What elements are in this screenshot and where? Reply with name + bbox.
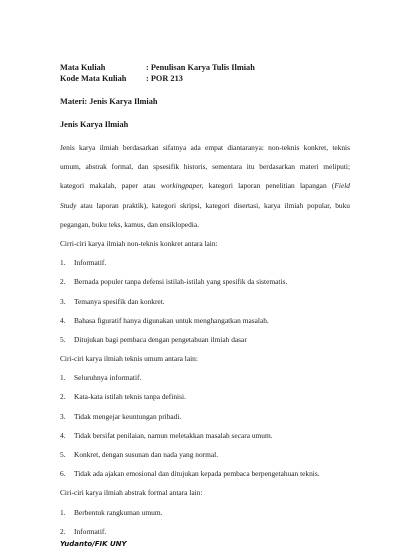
list-section-abstrak-formal bbox=[60, 483, 350, 541]
section-title: Jenis Karya Ilmiah bbox=[60, 120, 129, 129]
ordered-list bbox=[60, 368, 350, 483]
ordered-list bbox=[60, 503, 350, 541]
list-item: 2. Kata-kata istilah teknis tanpa definisi. bbox=[60, 392, 186, 402]
list-item: 3. Tidak mengejar keuntungan pribadi. bbox=[60, 411, 182, 421]
list-item: 5. Ditujukan bagi pembaca dengan pengetahuan ilmiah dasar bbox=[60, 334, 247, 344]
list-item: 1. Berbentuk rangkuman umum. bbox=[60, 507, 163, 517]
intro-line: kategori makalah, paper atau workingpaper, kategori laporan penelitian lapangan (Field bbox=[60, 181, 350, 191]
intro-line: pegangan, buku teks, kamus, dan ensiklopedia. bbox=[60, 219, 199, 229]
ordered-list bbox=[60, 253, 350, 349]
list-section-nonteknis bbox=[60, 234, 350, 349]
list-item: 4. Tidak bersifat penilaian, namun meletakkan masalah secara umum. bbox=[60, 430, 273, 440]
course-row bbox=[60, 62, 350, 73]
intro-line: Jenis karya ilmiah berdasarkan sifatnya ada empat diantaranya: non-teknis konkret, teknis bbox=[60, 143, 350, 152]
list-item: 1. Seluruhnya informatif. bbox=[60, 373, 142, 383]
course-value: : Penulisan Karya Tulis Ilmiah bbox=[146, 63, 255, 72]
list-item: 1. Informatif. bbox=[60, 258, 107, 268]
list-item: 5. Konkret, dengan susunan dan nada yang normal. bbox=[60, 450, 219, 459]
list-lead: Ciri-ciri karya ilmiah teknis umum antara lain: bbox=[60, 354, 198, 364]
footer-signature: Yudanto/FIK UNY bbox=[60, 540, 127, 548]
intro-line: Study atau laporan praktik), kategori skripsi, kategori disertasi, karya ilmiah popular, buku bbox=[60, 200, 350, 210]
intro-line: umum, abstrak formal, dan spsesifik historis, sementara itu berdasarkan materi meliputi; bbox=[60, 162, 350, 172]
course-code-label: Kode Mata Kuliah bbox=[60, 74, 127, 83]
materi-heading: Materi: Jenis Karya Ilmiah bbox=[60, 97, 158, 106]
list-item: 2. Informatif. bbox=[60, 526, 107, 536]
list-lead: Cirri-ciri karya ilmiah non-teknis konkret antara lain: bbox=[60, 238, 218, 248]
list-item: 3. Temanya spesifik dan konkret. bbox=[60, 296, 165, 306]
list-item: 6. Tidak ada ajakan emosional dan ditujukan kepada pembaca berpengetahuan teknis. bbox=[60, 469, 320, 479]
course-code-row bbox=[60, 73, 350, 84]
course-code-value: : POR 213 bbox=[146, 74, 183, 83]
list-lead: Ciri-ciri karya ilmiah abstrak formal antara lain: bbox=[60, 488, 203, 498]
document-page bbox=[60, 62, 350, 541]
list-item: 4. Bahasa figuratif hanya digunakan untuk menghangatkan masalah. bbox=[60, 315, 269, 325]
list-item: 2. Bernada populer tanpa defensi istilah-istilah yang spesifik da sistematis. bbox=[60, 277, 288, 287]
list-section-teknis-umum bbox=[60, 349, 350, 483]
course-label: Mata Kuliah bbox=[60, 63, 106, 72]
intro-paragraph bbox=[60, 138, 350, 234]
